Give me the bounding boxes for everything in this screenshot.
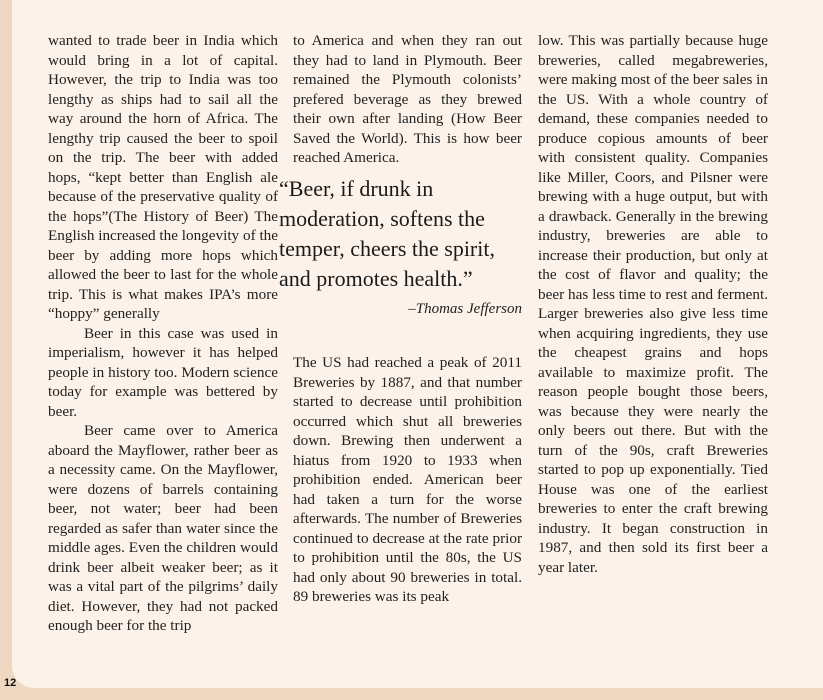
pull-quote: “Beer, if drunk in moderation, softens the temper, cheers the spirit, and promotes health.” bbox=[279, 175, 495, 291]
quote-attribution: –Thomas Jefferson bbox=[408, 300, 522, 317]
paragraph: wanted to trade beer in India which would bring in a lot of capital. However, the trip to India was too lengthy as ships had to sail all the way around the horn of Africa. The lengthy trip caused the beer to spoil on the trip. The beer with added hops, “kept better than English ale because of the preservative quality of the hops”(The History of Beer) The English increased the longevity of the beer by adding more hops which allowed the beer to last for the whole trip. This is what makes IPA’s more “hoppy” generally bbox=[48, 32, 278, 322]
page-number: 12 bbox=[4, 677, 17, 689]
text-column-3 bbox=[538, 31, 768, 577]
paragraph: to America and when they ran out they had to land in Plymouth. Beer remained the Plymouth colonists’ prefered beverage as they brewed their own after landing (How Beer Saved the World). This is how beer reached America. bbox=[293, 32, 522, 166]
paragraph: Beer in this case was used in imperialism, however it has helped people in history too. Modern science today for example was bettered by beer. bbox=[48, 324, 278, 420]
text-column-1 bbox=[48, 31, 278, 636]
paragraph: low. This was partially because huge breweries, called megabreweries, were making most of the beer sales in the US. With a whole country of demand, these companies needed to produce copious amounts of beer with consistent quality. Companies like Miller, Coors, and Pilsner were brewing with a huge output, but with a drawback. Generally in the brewing industry, breweries are able to increase their production, but only at the cost of flavor and quality; the beer has less time to rest and ferment. Larger breweries also give less time when acquiring ingredients, they use the cheapest grains and hops available to maximize profit. The reason people bought those beers, was because they were nearly the only beers out there. But with the turn of the 90s, craft Breweries started to pop up exponentially. Tied House was one of the earliest breweries to enter the craft brewing industry. It began construction in 1987, and then sold its first beer a year later. bbox=[538, 32, 768, 576]
paragraph: Beer came over to America aboard the Mayflower, rather beer as a necessity came. On the Mayflower, were dozens of barrels containing beer, not water; beer had been regarded as safer than water since the middle ages. Even the children would drink beer albeit weaker beer; as it was a vital part of the pilgrims’ daily diet. However, they had not packed enough beer for the trip bbox=[48, 422, 278, 634]
paragraph: The US had reached a peak of 2011 Breweries by 1887, and that number started to decrease until prohibition occurred which shut all breweries down. Brewing then underwent a hiatus from 1920 to 1933 when prohibition ended. American beer had taken a turn for the worse afterwards. The number of Breweries continued to decrease at the rate prior to prohibition until the 80s, the US had only about 90 breweries in total. 89 breweries was its peak bbox=[293, 354, 522, 605]
text-column-2 bbox=[279, 31, 522, 607]
